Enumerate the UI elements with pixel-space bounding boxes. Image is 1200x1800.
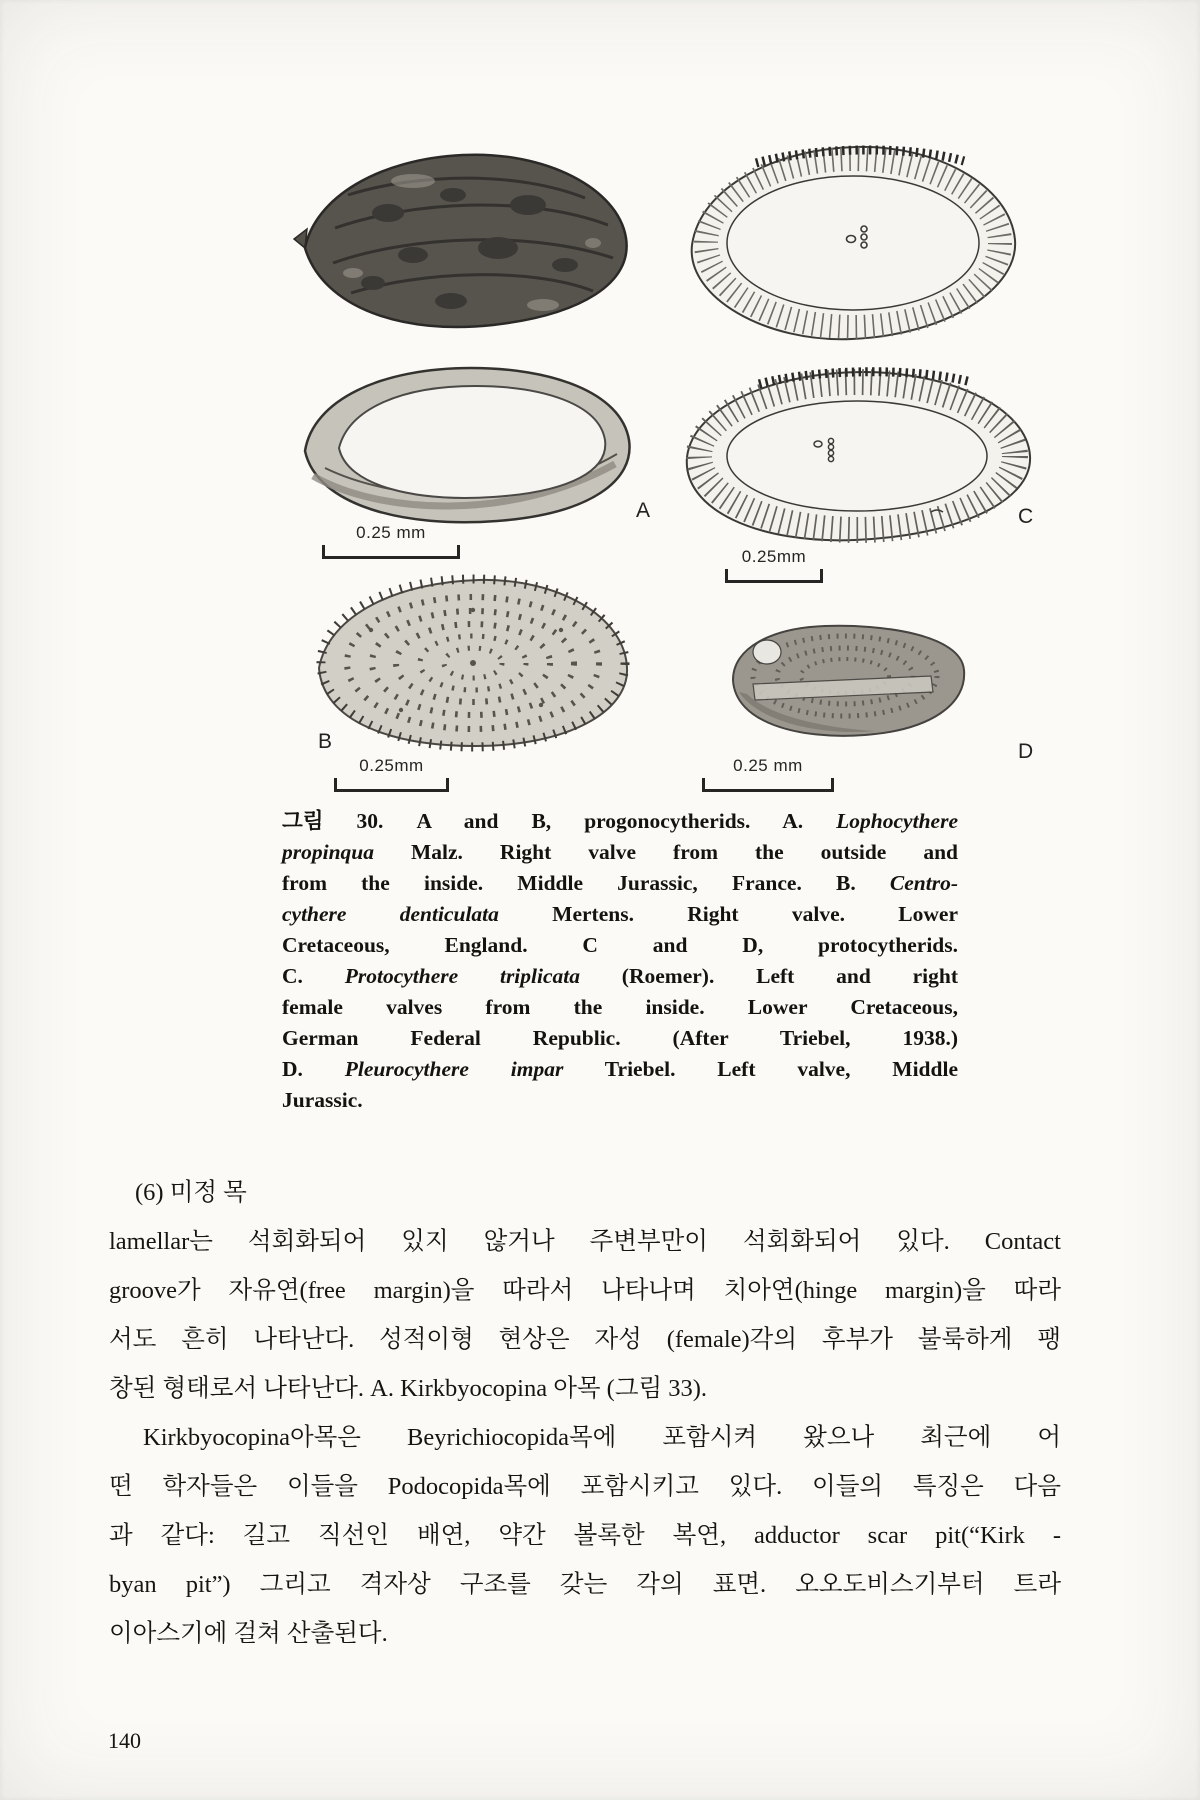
scalebar-c-label: 0.25mm (741, 547, 807, 566)
body-text (109, 1168, 1061, 1658)
valve-c-right-inside-illustration (684, 137, 1023, 351)
body-line: 과 같다: 길고 직선인 배연, 약간 볼록한 복연, adductor scar pit(“Kirk - (109, 1522, 1061, 1549)
scalebar-b-bracket (334, 778, 449, 792)
scalebar-d-bracket (702, 778, 834, 792)
caption-line (282, 992, 958, 1023)
caption-segment: (Roemer). Left and right (580, 964, 958, 988)
scalebar-a-bracket (322, 545, 460, 559)
caption-segment: Mertens. Right valve. Lower (498, 902, 958, 926)
caption-segment: Cretaceous, England. C and D, protocytherids. (282, 933, 958, 957)
caption-segment: Jurassic. (282, 1088, 363, 1112)
body-line: 이아스기에 걸쳐 산출된다. (109, 1620, 388, 1647)
body-line: Kirkbyocopina아목은 Beyrichiocopida목에 포함시켜 왔으나 최근에 어 (143, 1424, 1061, 1451)
caption-segment: Centro- (889, 871, 958, 895)
scalebar-a (322, 523, 460, 559)
caption-segment: Lophocythere (836, 809, 958, 833)
valve-c-left-inside-illustration (679, 362, 1036, 546)
scalebar-d-label: 0.25 mm (733, 756, 803, 775)
caption-line (282, 1054, 958, 1085)
caption-segment: D. (282, 1057, 345, 1081)
body-line: 서도 흔히 나타난다. 성적이형 현상은 자성 (female)각의 후부가 불룩하게 팽 (109, 1326, 1061, 1353)
caption-segment: Malz. Right valve from the outside and (374, 840, 958, 864)
figure-label-d: D (1018, 740, 1034, 763)
caption-segment: German Federal Republic. (After Triebel, 1938.) (282, 1026, 958, 1050)
body-line: groove가 자유연(free margin)을 따라서 나타나며 치아연(hinge margin)을 따라 (109, 1277, 1061, 1304)
caption-line (282, 930, 958, 961)
caption-line (282, 961, 958, 992)
caption-segment: Pleurocythere impar (344, 1057, 564, 1081)
body-line: 떤 학자들은 이들을 Podocopida목에 포함시키고 있다. 이들의 특징은 다음 (109, 1473, 1061, 1500)
caption-segment: 그림 30. (282, 809, 417, 833)
valve-d-illustration (725, 618, 972, 743)
caption-segment: A and B, progonocytherids. A. (416, 809, 837, 833)
scalebar-b (334, 756, 449, 792)
body-line: lamellar는 석회화되어 있지 않거나 주변부만이 석회화되어 있다. Contact (109, 1228, 1061, 1255)
caption-segment: from the inside. Middle Jurassic, France. B. (282, 871, 890, 895)
figure-label-a: A (636, 499, 651, 522)
valve-b-illustration (311, 570, 633, 754)
caption-segment: Triebel. Left valve, Middle (563, 1057, 958, 1081)
caption-segment: Protocythere triplicata (344, 964, 580, 988)
scalebar-a-label: 0.25 mm (356, 523, 426, 542)
body-line: 창된 형태로서 나타난다. A. Kirkbyocopina 아목 (그림 33). (109, 1375, 708, 1402)
figure-label-c: C (1018, 505, 1034, 528)
valve-a-outside-illustration (293, 143, 638, 339)
scalebar-c (725, 547, 823, 583)
figure-caption (282, 806, 958, 1116)
scalebar-d (702, 756, 834, 792)
caption-segment: C. (282, 964, 345, 988)
caption-segment: propinqua (282, 840, 375, 864)
caption-segment: female valves from the inside. Lower Cretaceous, (282, 995, 958, 1019)
caption-line (282, 868, 958, 899)
caption-line (282, 1085, 958, 1116)
caption-line (282, 1023, 958, 1054)
scalebar-b-label: 0.25mm (359, 756, 424, 775)
valve-a-inside-illustration (299, 356, 638, 540)
caption-line (282, 806, 958, 837)
body-line: byan pit”) 그리고 격자상 구조를 갖는 각의 표면. 오오도비스기부터 트라 (109, 1571, 1061, 1598)
caption-line (282, 837, 958, 868)
caption-segment: cythere denticulata (282, 902, 499, 926)
page-number: 140 (108, 1728, 141, 1753)
section-heading: (6) 미정 목 (135, 1179, 247, 1206)
figure-label-b: B (318, 730, 333, 753)
caption-line (282, 899, 958, 930)
scalebar-c-bracket (725, 569, 823, 583)
